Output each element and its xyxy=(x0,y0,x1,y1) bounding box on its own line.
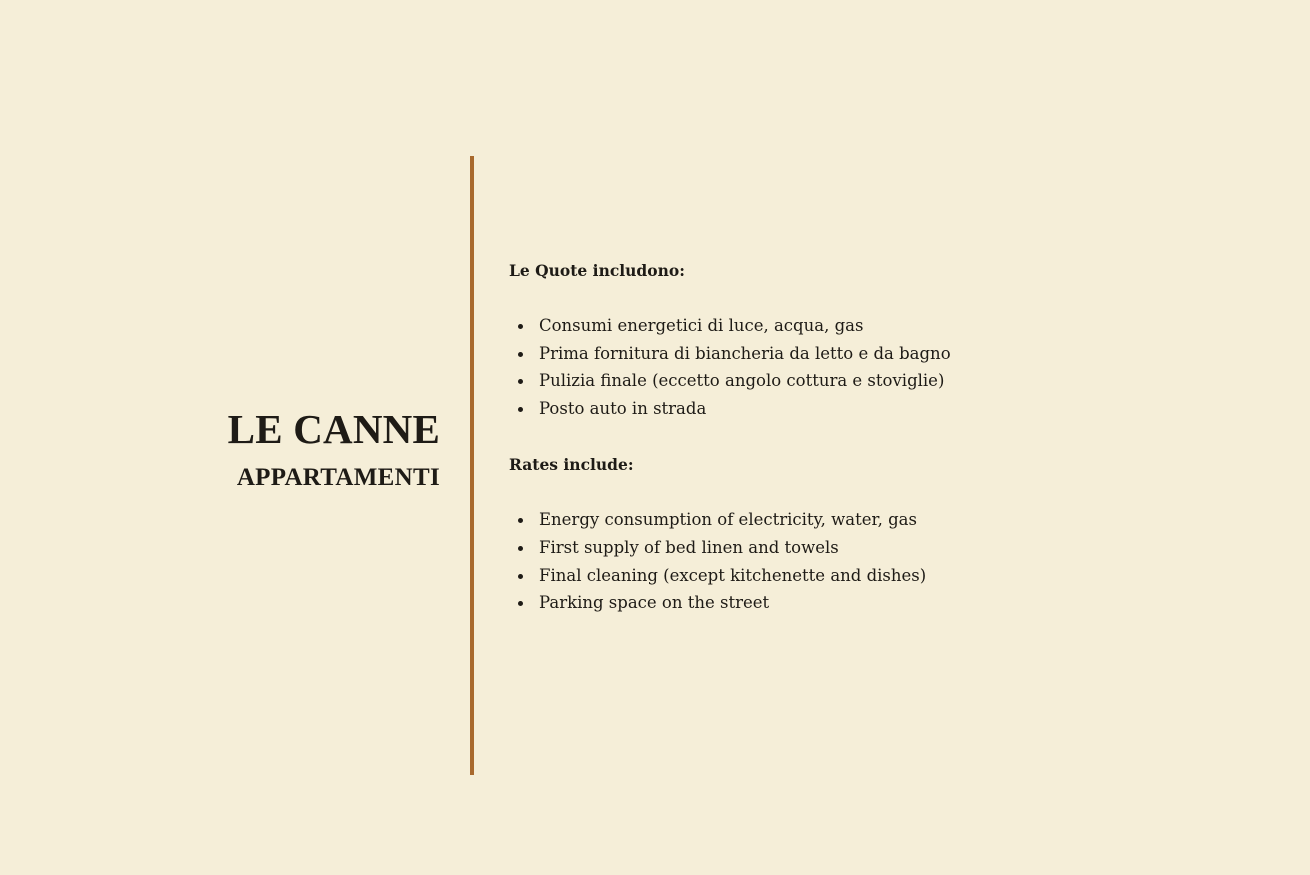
section-english xyxy=(509,451,1069,616)
bullet-icon xyxy=(518,518,523,523)
list-item xyxy=(509,506,1069,534)
bullet-list xyxy=(509,312,1069,422)
list-item xyxy=(509,534,1069,562)
bullet-icon xyxy=(518,574,523,579)
list-item xyxy=(509,340,1069,368)
rates-content xyxy=(509,257,1069,617)
list-item-text: Prima fornitura di biancheria da letto e da bagno xyxy=(539,343,951,363)
brand-title: LE CANNE xyxy=(227,406,440,452)
list-item xyxy=(509,312,1069,340)
bullet-icon xyxy=(518,324,523,329)
bullet-icon xyxy=(518,379,523,384)
list-item xyxy=(509,562,1069,590)
brand-block xyxy=(228,405,440,493)
list-item-text: Final cleaning (except kitchenette and dishes) xyxy=(539,565,927,585)
bullet-icon xyxy=(518,352,523,357)
vertical-divider xyxy=(470,156,474,775)
list-item-text: Pulizia finale (eccetto angolo cottura e stoviglie) xyxy=(539,371,945,391)
list-item-text: Posto auto in strada xyxy=(539,398,707,418)
bullet-icon xyxy=(518,546,523,551)
bullet-icon xyxy=(518,407,523,412)
list-item-text: Energy consumption of electricity, water, gas xyxy=(539,510,917,530)
list-item-text: Consumi energetici di luce, acqua, gas xyxy=(539,316,864,335)
list-item-text: First supply of bed linen and towels xyxy=(539,537,839,557)
section-heading: Le Quote includono: xyxy=(509,261,685,280)
section-italian xyxy=(509,257,1069,422)
list-item xyxy=(509,589,1069,617)
list-item xyxy=(509,395,1069,423)
bullet-icon xyxy=(518,601,523,606)
section-heading: Rates include: xyxy=(509,455,634,475)
list-item-text: Parking space on the street xyxy=(539,593,770,613)
bullet-list xyxy=(509,506,1069,616)
brand-subtitle: APPARTAMENTI xyxy=(236,464,440,491)
list-item xyxy=(509,367,1069,395)
